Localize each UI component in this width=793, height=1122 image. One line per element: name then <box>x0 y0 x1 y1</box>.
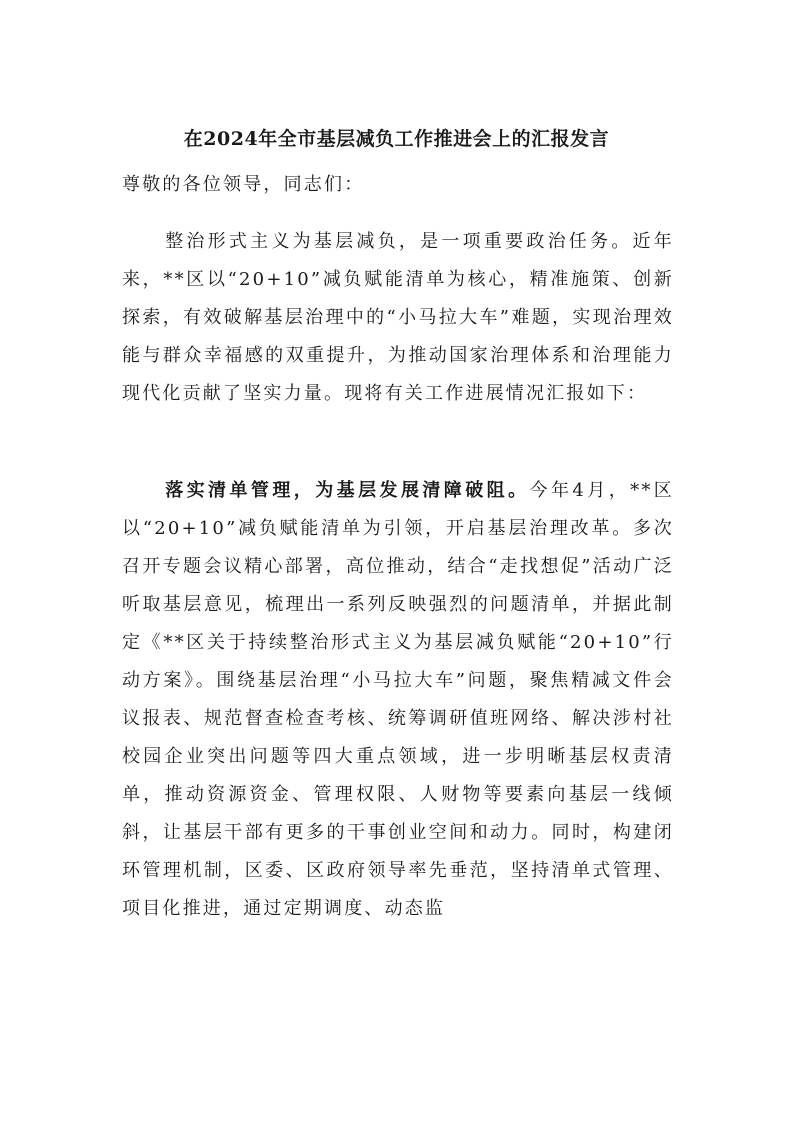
paragraph-section-1 <box>122 472 674 928</box>
paragraph-intro: 整治形式主义为基层减负，是一项重要政治任务。近年来，**区以“20+10”减负赋能清单为核心，精准施策、创新探索，有效破解基层治理中的“小马拉大车”难题，实现治理效能与群众幸福感的双重提升，为推动国家治理体系和治理能力现代化贡献了坚实力量。现将有关工作进展情况汇报如下： <box>122 231 674 404</box>
paragraph-body-text: 今年4月，**区以“20+10”减负赋能清单为引领，开启基层治理改革。多次召开专题会议精心部署，高位推动，结合“走找想促”活动广泛听取基层意见，梳理出一系列反映强烈的问题清单，并据此制定《**区关于持续整治形式主义为基层减负赋能“20+10”行动方案》。围绕基层治理“小马拉大车”问题，聚焦精减文件会议报表、规范督查检查考核、统筹调研值班网络、解决涉村社校园企业突出问题等四大重点领域，进一步明晰基层权责清单，推动资源资金、管理权限、人财物等要素向基层一线倾斜，让基层干部有更多的干事创业空间和动力。同时，构建闭环管理机制，区委、区政府领导率先垂范，坚持清单式管理、项目化推进，通过定期调度、动态监 <box>122 480 674 919</box>
salutation: 尊敬的各位领导，同志们： <box>122 174 365 195</box>
document-title: 在2024年全市基层减负工作推进会上的汇报发言 <box>183 128 610 150</box>
paragraph-lead-heading: 落实清单管理，为基层发展清障破阻。 <box>165 480 530 501</box>
